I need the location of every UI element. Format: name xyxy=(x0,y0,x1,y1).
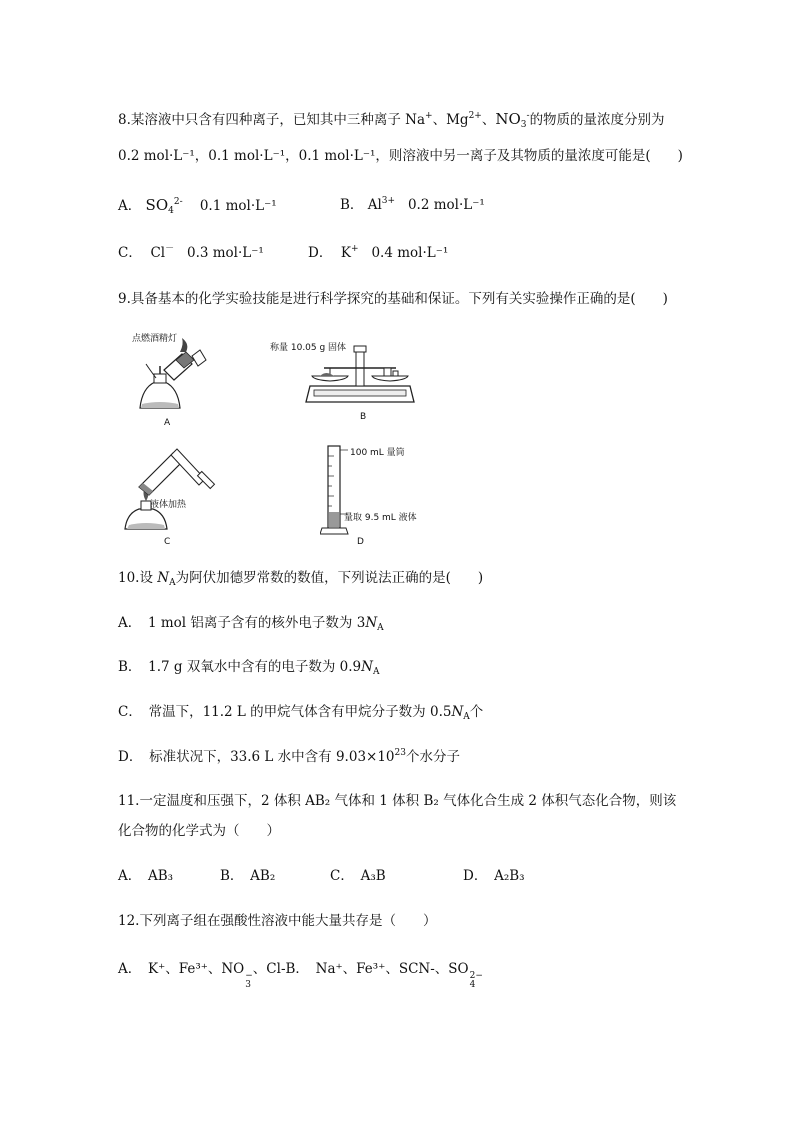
avogadro-symbol: N xyxy=(157,570,170,586)
q10-option-c-tail: 个 xyxy=(469,704,484,720)
q10-option-b xyxy=(118,658,379,676)
q11-line2: 化合物的化学式为（ ） xyxy=(118,823,280,839)
q10-option-d-tail: 个水分子 xyxy=(405,749,460,765)
figure-d-caption-top: 100 mL 量筒 xyxy=(350,448,405,458)
figure-d-caption-bottom: 量取 9.5 mL 液体 xyxy=(344,513,417,523)
nitrate-script xyxy=(245,972,253,990)
q8-line2: 0.2 mol·L⁻¹，0.1 mol·L⁻¹，0.1 mol·L⁻¹，则溶液中另一离子及其物质的量浓度可能是( ) xyxy=(118,148,683,164)
option-value: 0.3 mol·L⁻¹ xyxy=(186,245,264,261)
q10-option-c xyxy=(118,703,483,721)
q11-line1: 11.一定温度和压强下，2 体积 AB₂ 气体和 1 体积 B₂ 气体化合生成 2 体积气态化合物，则该 xyxy=(118,793,677,809)
figure-b-caption: 称量 10.05 g 固体 xyxy=(270,343,347,353)
q8-sep: 、Mg xyxy=(432,112,469,128)
potassium-ion: K xyxy=(340,245,352,261)
na-charge: + xyxy=(425,111,433,121)
q10-option-c-text: C． 常温下，11.2 L 的甲烷气体含有甲烷分子数为 0.5 xyxy=(118,704,452,720)
aluminum-ion: Al xyxy=(367,197,382,213)
sulfate-script xyxy=(470,972,483,990)
aluminum-charge: 3+ xyxy=(381,196,396,206)
q10-stem-b: 为阿伏加德罗常数的数值，下列说法正确的是( ) xyxy=(175,570,484,586)
chloride-charge: － xyxy=(165,244,175,254)
q11-option-b: B． AB₂ xyxy=(220,868,276,884)
figure-a-lamp xyxy=(120,330,220,430)
avogadro-sub: A xyxy=(169,578,176,588)
sulfate-sub: 4 xyxy=(168,206,174,216)
q12-option-a-text: A． K⁺、Fe³⁺、NO xyxy=(118,961,245,977)
q8-text-a: 8.某溶液中只含有四种离子，已知其中三种离子 Na xyxy=(118,112,426,128)
q11-option-c: C． A₃B xyxy=(330,868,386,884)
q12-options xyxy=(118,960,483,990)
q10-option-d xyxy=(118,748,460,766)
no3-charge: - xyxy=(526,111,530,121)
q8-option-a xyxy=(118,196,277,215)
figure-c-label: C xyxy=(164,537,171,547)
potassium-charge: + xyxy=(351,244,359,254)
figure-c-caption: 液体加热 xyxy=(150,500,187,510)
option-label: C． xyxy=(118,245,142,261)
q12-stem: 12.下列离子组在强酸性溶液中能大量共存是（ ） xyxy=(118,913,437,929)
exponent: 23 xyxy=(394,748,406,758)
option-value: 0.1 mol·L⁻¹ xyxy=(199,198,277,214)
avogadro-symbol: N xyxy=(451,704,464,720)
option-value: 0.2 mol·L⁻¹ xyxy=(407,197,485,213)
q10-option-a xyxy=(118,614,384,632)
q10-stem xyxy=(118,569,483,587)
figure-b-label: B xyxy=(360,412,367,422)
q10-option-d-text: D． 标准状况下，33.6 L 水中含有 9.03×10 xyxy=(118,749,395,765)
q11-option-d: D． A₂B₃ xyxy=(463,868,525,884)
avogadro-sub: A xyxy=(372,667,380,677)
q12-option-b-text: 、Cl-B． Na⁺、Fe³⁺、SCN-、SO xyxy=(252,961,469,977)
chloride-ion: Cl xyxy=(150,245,166,261)
mg-charge: 2+ xyxy=(468,111,482,121)
figure-a-label: A xyxy=(164,418,171,428)
option-value: 0.4 mol·L⁻¹ xyxy=(371,245,449,261)
q11-option-a: A． AB₃ xyxy=(118,868,174,884)
avogadro-symbol: N xyxy=(361,659,373,675)
q9-stem: 9.具备基本的化学实验技能是进行科学探究的基础和保证。下列有关实验操作正确的是( ) xyxy=(118,291,668,307)
avogadro-sub: A xyxy=(377,623,384,633)
q8-sep2: 、 xyxy=(481,112,496,128)
q8-text-b: 的物质的量浓度分别为 xyxy=(529,112,665,128)
figure-c-heating xyxy=(115,447,225,537)
sulfate-charge: 2- xyxy=(173,197,183,207)
option-label: D． xyxy=(308,245,333,261)
q8-option-b xyxy=(340,196,485,214)
nitrate-charge: − xyxy=(245,971,253,981)
no3-sub: 3 xyxy=(520,120,527,130)
sulfate-charge: 2− xyxy=(469,971,483,981)
q8-option-c xyxy=(118,244,264,262)
figure-d-label: D xyxy=(357,537,364,547)
test-tube-heating-illustration xyxy=(115,447,225,537)
q8-line1 xyxy=(118,110,665,129)
q8-option-d xyxy=(308,244,448,262)
nitrate-sub: 3 xyxy=(245,980,251,990)
figure-a-caption: 点燃酒精灯 xyxy=(132,334,178,344)
option-label: A． xyxy=(118,198,142,214)
q10-option-a-text: A． 1 mol 铝离子含有的核外电子数为 3 xyxy=(118,615,366,631)
alcohol-lamp-lighting-illustration xyxy=(120,330,220,430)
sulfate-sub: 4 xyxy=(469,980,476,990)
sulfate-ion: SO xyxy=(145,196,169,214)
avogadro-sub: A xyxy=(463,712,470,722)
avogadro-symbol: N xyxy=(365,615,378,631)
option-label: B． xyxy=(340,197,364,213)
q10-stem-a: 10.设 xyxy=(118,570,158,586)
q10-option-b-text: B． 1.7 g 双氧水中含有的电子数为 0.9 xyxy=(118,659,362,675)
no3-ion: NO xyxy=(495,110,521,128)
